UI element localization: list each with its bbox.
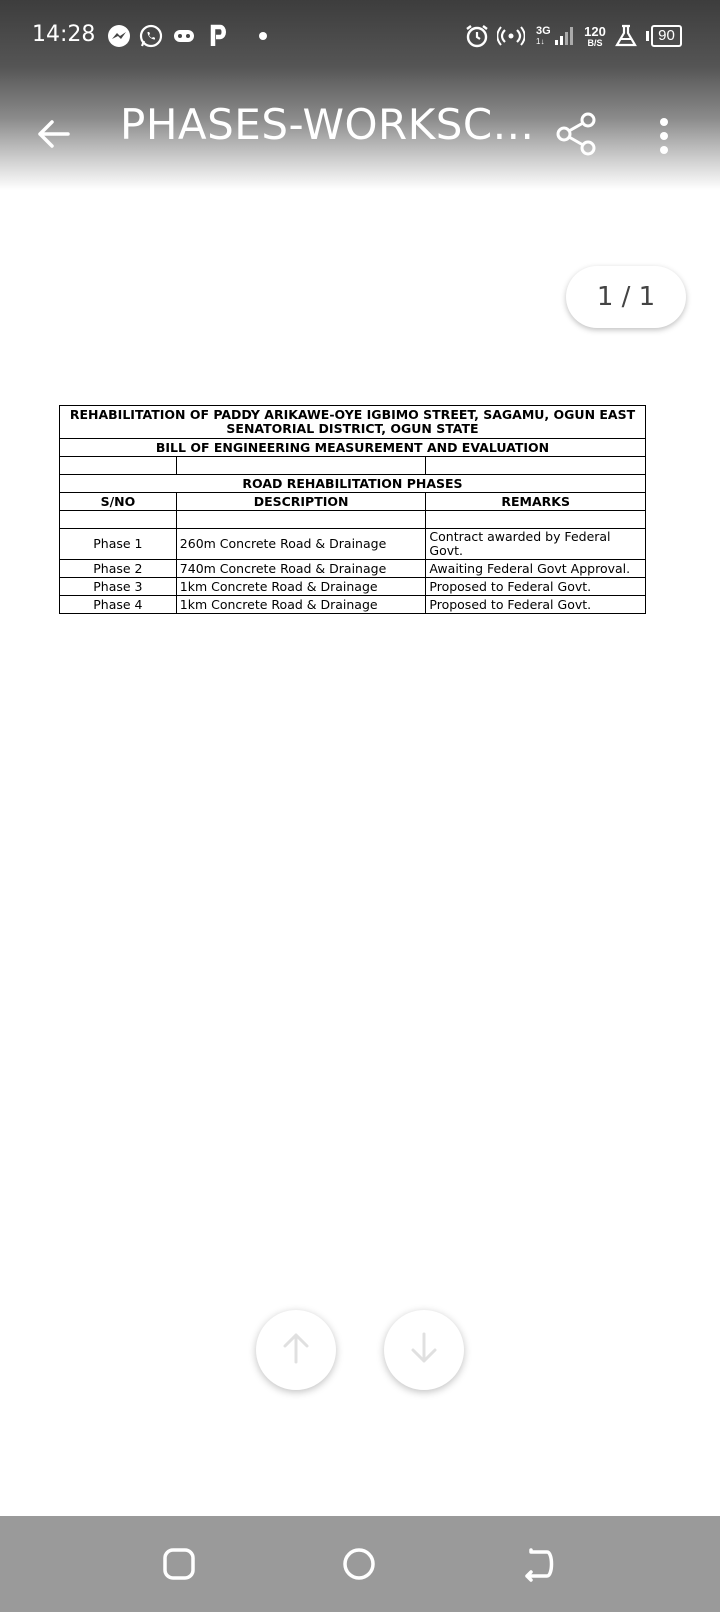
table-row [60, 578, 646, 596]
header-sno: S/NO [60, 493, 177, 511]
section-title: ROAD REHABILITATION PHASES [60, 475, 646, 493]
alarm-icon [464, 22, 490, 50]
document-heading-line1: REHABILITATION OF PADDY ARIKAWE-OYE IGBIMO STREET, SAGAMU, OGUN EAST [69, 407, 636, 422]
app-bar [0, 90, 720, 178]
data-speed [580, 22, 610, 50]
hotspot-icon [496, 22, 526, 50]
data-speed-value: 120 [584, 23, 606, 39]
table-row [60, 529, 646, 560]
row-remarks: Awaiting Federal Govt Approval. [426, 560, 646, 578]
table-row [60, 596, 646, 614]
status-time: 14:28 [32, 22, 96, 47]
signal-icon [552, 22, 576, 50]
arrow-up-icon [278, 1330, 314, 1371]
document-table [59, 405, 646, 614]
table-row [60, 560, 646, 578]
row-description: 1km Concrete Road & Drainage [176, 578, 426, 596]
next-page-button[interactable] [384, 1310, 464, 1390]
empty-cell [176, 511, 426, 529]
row-sno: Phase 4 [60, 596, 177, 614]
battery-indicator [640, 22, 688, 50]
status-bar [0, 0, 720, 72]
whatsapp-icon [138, 22, 164, 50]
arrow-left-icon[interactable] [34, 114, 78, 158]
document-heading-line2: SENATORIAL DISTRICT, OGUN STATE [226, 421, 479, 436]
p-app-icon [208, 22, 230, 50]
empty-cell [60, 457, 177, 475]
prev-page-button[interactable] [256, 1310, 336, 1390]
battery-level: 90 [651, 25, 682, 47]
recent-apps-icon[interactable] [161, 1546, 199, 1584]
header-remarks: REMARKS [426, 493, 646, 511]
empty-cell [426, 511, 646, 529]
lab-flask-icon [614, 22, 638, 50]
battery-tip [646, 31, 649, 41]
empty-cell [60, 511, 177, 529]
header-description: DESCRIPTION [176, 493, 426, 511]
data-speed-unit: B/S [587, 37, 603, 48]
arrow-down-icon [406, 1330, 442, 1371]
empty-cell [176, 457, 426, 475]
more-vert-icon[interactable] [654, 116, 676, 160]
row-sno: Phase 3 [60, 578, 177, 596]
network-sub: 1↓ [536, 37, 545, 46]
row-sno: Phase 1 [60, 529, 177, 560]
back-nav-icon[interactable] [521, 1546, 559, 1584]
notification-dot-icon [258, 22, 268, 50]
system-nav-bar [0, 1516, 720, 1612]
row-remarks: Contract awarded by Federal Govt. [426, 529, 646, 560]
row-description: 1km Concrete Road & Drainage [176, 596, 426, 614]
share-icon[interactable] [556, 112, 600, 158]
document-subtitle: BILL OF ENGINEERING MEASUREMENT AND EVALUATION [60, 439, 646, 457]
document-title: PHASES-WORKSC... [120, 100, 535, 149]
row-description: 260m Concrete Road & Drainage [176, 529, 426, 560]
row-remarks: Proposed to Federal Govt. [426, 578, 646, 596]
network-type: 3G [536, 25, 551, 37]
row-sno: Phase 2 [60, 560, 177, 578]
row-remarks: Proposed to Federal Govt. [426, 596, 646, 614]
row-description: 740m Concrete Road & Drainage [176, 560, 426, 578]
empty-cell [426, 457, 646, 475]
game-controller-icon [172, 22, 196, 50]
messenger-icon [106, 22, 132, 50]
page-indicator: 1 / 1 [566, 266, 686, 328]
document-heading [60, 406, 646, 439]
home-icon[interactable] [341, 1546, 379, 1584]
